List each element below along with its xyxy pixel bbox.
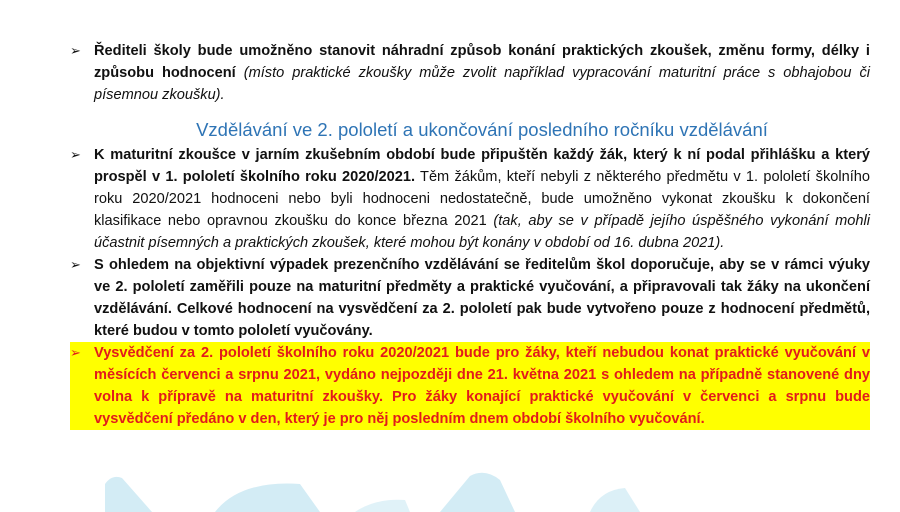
document-page bbox=[70, 40, 870, 430]
bullet-item bbox=[70, 144, 870, 254]
arrowhead-bullet-icon: ➢ bbox=[70, 147, 81, 162]
bullet-text: Vysvědčení za 2. pololetí školního roku 2020/2021 bude pro žáky, kteří nebudou konat praktické vyučování v měsících červenci a srpnu 2021, vydáno nejpozději dne 21. května 2021 s ohledem na případně stanovené dny volna k přípravě na maturitní zkoušky. Pro žáky konající praktické vyučování v červenci a srpnu bude vysvědčení předáno v den, který je pro něj posledním dnem období školního vyučování. bbox=[94, 345, 870, 427]
arrowhead-bullet-icon: ➢ bbox=[70, 257, 81, 272]
highlighted-bullet-item bbox=[70, 342, 870, 430]
bullet-item bbox=[70, 254, 870, 342]
bullet-text: S ohledem na objektivní výpadek prezenčního vzdělávání se ředitelům škol doporučuje, aby se v rámci výuky ve 2. pololetí zaměřili pouze na maturitní předměty a praktické vyučování, a připravovali tak žáky na ukončení vzdělávání. Celkové hodnocení na vysvědčení za 2. pololetí pak bude vytvořeno pouze z hodnocení předmětů, které budou v tomto pololetí vyučovány. bbox=[94, 257, 870, 339]
bullet-text: K maturitní zkoušce v jarním zkušebním období bude připuštěn každý žák, který k ní podal přihlášku a který prospěl v 1. pololetí školního roku 2020/2021. Těm žákům, kteří nebyli z některého předmětu v 1. pololetí školního roku 2020/2021 hodnoceni nebo byli hodnoceni nedostatečně, bude umožněno vykonat zkoušku k dokončení klasifikace nebo opravnou zkoušku do konce března 2021 (tak, aby se v případě jejího úspěšného vykonání mohli účastnit písemných a praktických zkoušek, které mohou být konány v období od 16. dubna 2021). bbox=[94, 147, 870, 251]
bullet-text: Řediteli školy bude umožněno stanovit náhradní způsob konání praktických zkoušek, změnu formy, délky i způsobu hodnocení (místo praktické zkoušky může zvolit například vypracování maturitní práce s obhajobou či písemnou zkoušku). bbox=[94, 43, 870, 103]
arrowhead-bullet-icon: ➢ bbox=[70, 43, 81, 58]
section-heading: Vzdělávání ve 2. pololetí a ukončování posledního ročníku vzdělávání bbox=[196, 119, 768, 140]
bullet-item bbox=[70, 40, 870, 106]
watermark-logo bbox=[0, 470, 900, 512]
arrowhead-bullet-icon: ➢ bbox=[70, 345, 81, 360]
